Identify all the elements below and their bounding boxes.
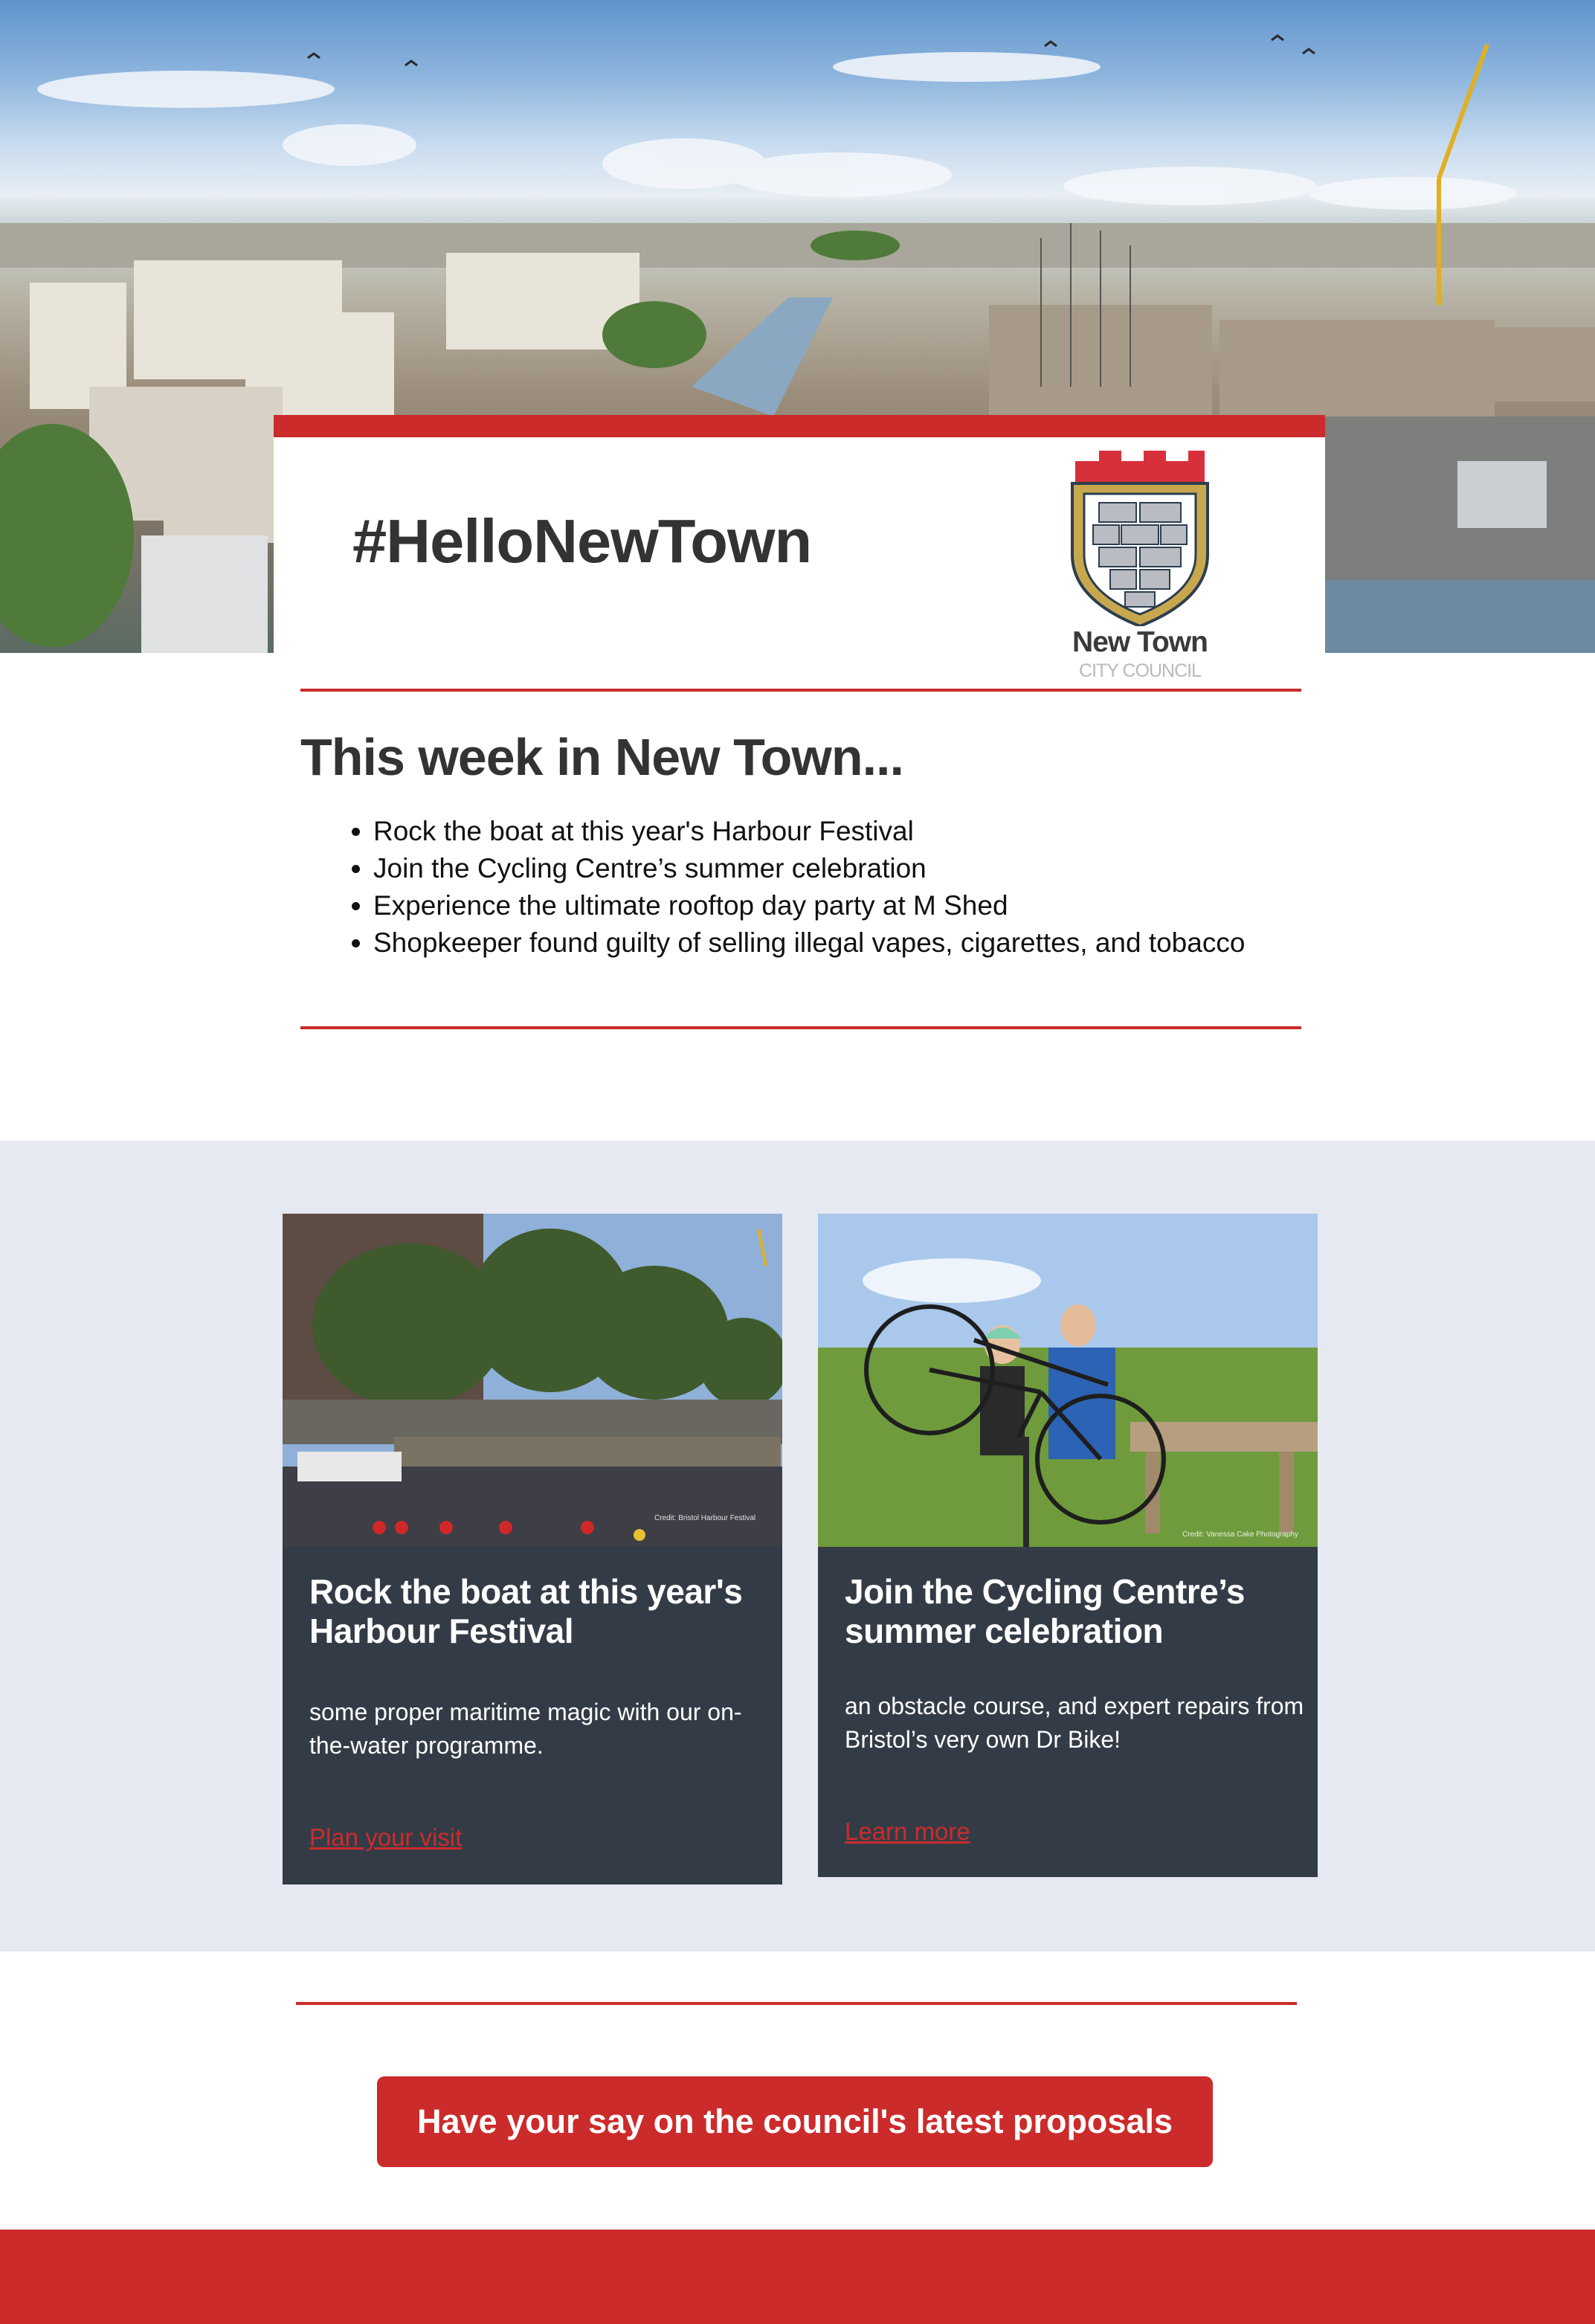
hashtag-title: #HelloNewTown	[352, 506, 812, 576]
castle-shield-icon	[1069, 451, 1211, 626]
divider	[300, 689, 1301, 692]
card-text: an obstacle course, and expert repairs from Bristol’s very own Dr Bike!	[845, 1693, 1304, 1753]
logo-name: New Town	[1072, 626, 1208, 658]
photo-credit: Credit: Bristol Harbour Festival	[654, 1514, 756, 1522]
divider	[296, 2002, 1297, 2005]
hero-card-top-bar	[274, 415, 1325, 437]
divider	[300, 1026, 1301, 1029]
card-title: Rock the boat at this year's Harbour Festival	[309, 1572, 743, 1650]
cycling-repair-photo	[818, 1214, 1318, 1547]
logo-subtitle: CITY COUNCIL	[1079, 660, 1201, 681]
card-title: Join the Cycling Centre’s summer celebration	[845, 1572, 1245, 1650]
plan-visit-link[interactable]: Plan your visit	[309, 1824, 463, 1851]
harbour-festival-photo	[283, 1214, 782, 1547]
list-item: • Shopkeeper found guilty of selling illegal vapes, cigarettes, and tobacco	[373, 924, 1245, 962]
intro-heading: This week in New Town...	[300, 728, 903, 786]
list-item: • Rock the boat at this year's Harbour Festival	[373, 813, 1245, 850]
photo-credit: Credit: Vanessa Cake Photography	[1182, 1530, 1299, 1539]
cards-section	[0, 1141, 1595, 1951]
card-text: some proper maritime magic with our on-the-water programme.	[309, 1699, 742, 1759]
list-item: • Join the Cycling Centre’s summer celebration	[373, 850, 1245, 887]
footer-bar	[0, 2230, 1595, 2324]
list-item: • Experience the ultimate rooftop day party at M Shed	[373, 887, 1245, 924]
intro-list	[342, 813, 1245, 962]
learn-more-link[interactable]: Learn more	[845, 1818, 970, 1845]
have-your-say-button[interactable]: Have your say on the council's latest proposals	[377, 2076, 1213, 2167]
